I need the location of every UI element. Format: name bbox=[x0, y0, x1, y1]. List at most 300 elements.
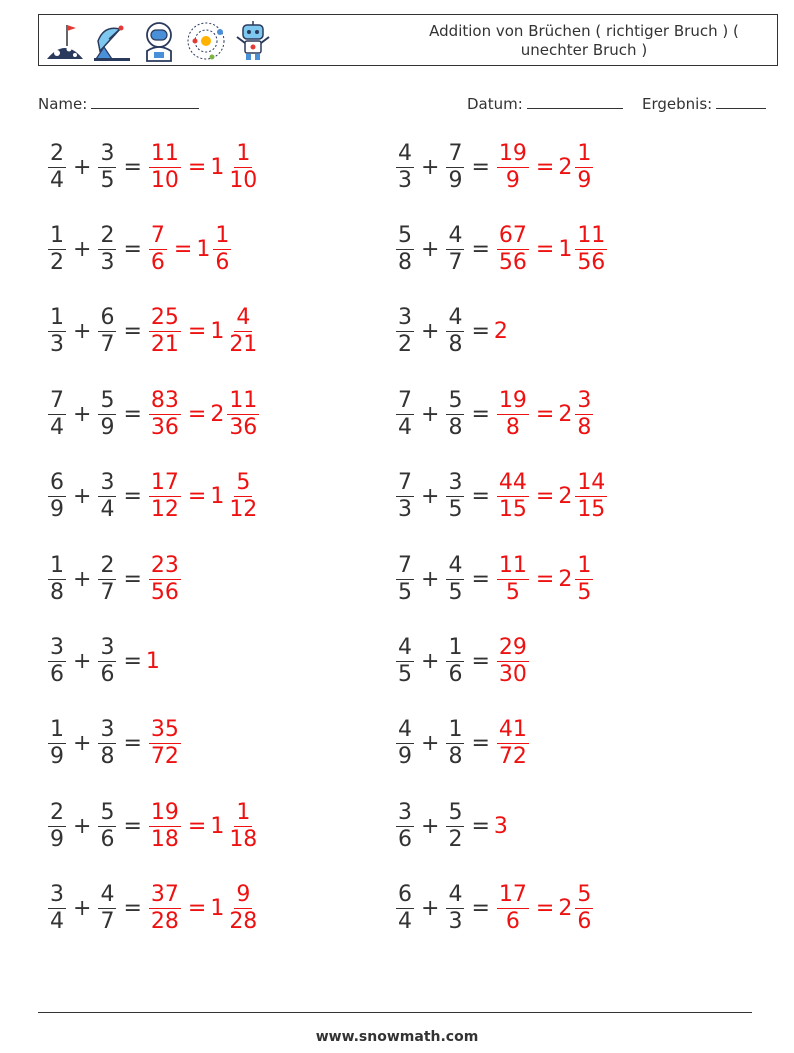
answer-improper-fraction bbox=[149, 717, 181, 770]
addend-2-fraction-denominator: 9 bbox=[448, 167, 463, 193]
plus-sign: + bbox=[73, 154, 92, 180]
name-label: Name: bbox=[38, 95, 88, 113]
problem-item bbox=[393, 713, 532, 775]
addend-1-fraction-denominator: 9 bbox=[398, 744, 412, 770]
addend-2-fraction bbox=[98, 553, 116, 606]
answer bbox=[146, 223, 234, 276]
equals-sign: = bbox=[123, 236, 142, 262]
answer-equals-sign: = bbox=[187, 896, 207, 922]
addend-2-fraction-denominator: 9 bbox=[100, 414, 115, 440]
answer-equals-sign: = bbox=[535, 566, 555, 592]
answer-equals-sign: = bbox=[187, 484, 207, 510]
answer bbox=[494, 388, 596, 441]
answer-mixed-fraction-numerator: 1 bbox=[577, 552, 592, 578]
problem-item bbox=[393, 630, 532, 692]
addend-1-fraction bbox=[48, 800, 66, 853]
addend-2-fraction-denominator: 7 bbox=[100, 579, 115, 605]
answer-equals-sign: = bbox=[187, 154, 207, 180]
addend-1-fraction bbox=[48, 470, 66, 523]
plus-sign: + bbox=[421, 566, 440, 592]
answer-improper-fraction-denominator: 28 bbox=[150, 909, 179, 935]
answer bbox=[146, 470, 262, 523]
answer-mixed-fraction-denominator: 5 bbox=[577, 579, 592, 605]
equals-sign: = bbox=[123, 813, 142, 839]
answer-improper-fraction-denominator: 6 bbox=[505, 909, 520, 935]
problem-item bbox=[45, 218, 234, 280]
answer-improper-fraction bbox=[149, 388, 181, 441]
answer bbox=[146, 649, 160, 674]
answer-mixed-whole: 2 bbox=[210, 401, 225, 427]
problem-item bbox=[393, 548, 596, 610]
answer-improper-fraction-numerator: 83 bbox=[150, 387, 179, 413]
answer-mixed-fraction bbox=[227, 470, 259, 523]
answer-improper-fraction-denominator: 56 bbox=[498, 249, 527, 275]
answer-improper-fraction-denominator: 36 bbox=[150, 414, 179, 440]
equals-sign: = bbox=[471, 566, 490, 592]
answer-mixed-fraction-denominator: 10 bbox=[229, 167, 258, 193]
addend-1-fraction-denominator: 5 bbox=[398, 661, 412, 687]
addend-1-fraction-numerator: 3 bbox=[398, 799, 412, 825]
addend-2-fraction-denominator: 8 bbox=[100, 744, 115, 770]
answer-improper-fraction-denominator: 8 bbox=[505, 414, 520, 440]
addend-2-fraction-denominator: 5 bbox=[448, 497, 463, 523]
answer-mixed-whole: 1 bbox=[210, 896, 225, 922]
answer-mixed-fraction bbox=[227, 388, 259, 441]
addend-2-fraction bbox=[446, 553, 464, 606]
addend-2-fraction-numerator: 5 bbox=[100, 799, 115, 825]
date-label: Datum: bbox=[467, 95, 523, 113]
addend-1-fraction-numerator: 7 bbox=[50, 387, 64, 413]
equals-sign: = bbox=[471, 236, 490, 262]
plus-sign: + bbox=[421, 484, 440, 510]
answer-improper-fraction-denominator: 18 bbox=[150, 826, 179, 852]
answer bbox=[146, 553, 184, 606]
answer-mixed-whole: 1 bbox=[210, 813, 225, 839]
plus-sign: + bbox=[73, 319, 92, 345]
addend-2-fraction bbox=[446, 800, 464, 853]
addend-2-fraction bbox=[98, 635, 116, 688]
equals-sign: = bbox=[123, 154, 142, 180]
answer-improper-fraction-numerator: 17 bbox=[150, 470, 179, 496]
addend-1-fraction-denominator: 5 bbox=[398, 579, 412, 605]
result-label: Ergebnis: bbox=[642, 95, 713, 113]
equals-sign: = bbox=[471, 813, 490, 839]
addend-1-fraction-denominator: 4 bbox=[50, 909, 64, 935]
addend-2-fraction-numerator: 4 bbox=[448, 305, 463, 331]
addend-1-fraction bbox=[396, 635, 414, 688]
answer-equals-sign: = bbox=[535, 236, 555, 262]
equals-sign: = bbox=[471, 896, 490, 922]
addend-1-fraction bbox=[48, 305, 66, 358]
answer-improper-fraction bbox=[497, 470, 529, 523]
answer-mixed-fraction bbox=[227, 800, 259, 853]
addend-1-fraction-denominator: 9 bbox=[50, 497, 64, 523]
answer-improper-fraction-denominator: 5 bbox=[505, 579, 520, 605]
plus-sign: + bbox=[73, 236, 92, 262]
answer-improper-fraction-numerator: 25 bbox=[150, 305, 179, 331]
addend-2-fraction-denominator: 6 bbox=[448, 661, 463, 687]
addend-2-fraction-denominator: 8 bbox=[448, 332, 463, 358]
answer-mixed-fraction-denominator: 18 bbox=[229, 826, 258, 852]
answer bbox=[146, 141, 262, 194]
addend-1-fraction-denominator: 4 bbox=[50, 414, 64, 440]
answer-mixed-fraction bbox=[227, 141, 259, 194]
answer-improper-fraction-denominator: 15 bbox=[498, 497, 527, 523]
answer-mixed-fraction-numerator: 9 bbox=[236, 882, 251, 908]
addend-1-fraction-numerator: 4 bbox=[398, 717, 412, 743]
addend-2-fraction bbox=[446, 305, 464, 358]
answer bbox=[494, 553, 596, 606]
answer-improper-fraction-denominator: 12 bbox=[150, 497, 179, 523]
equals-sign: = bbox=[123, 648, 142, 674]
plus-sign: + bbox=[73, 648, 92, 674]
answer-mixed-fraction-denominator: 36 bbox=[229, 414, 258, 440]
answer-improper-fraction bbox=[497, 388, 529, 441]
answer-improper-fraction bbox=[497, 635, 529, 688]
addend-1-fraction-numerator: 5 bbox=[398, 222, 412, 248]
addend-1-fraction-numerator: 6 bbox=[398, 882, 412, 908]
answer-improper-fraction-denominator: 10 bbox=[150, 167, 179, 193]
problem-item bbox=[45, 795, 262, 857]
problem-item bbox=[393, 795, 508, 857]
answer-improper-fraction-denominator: 9 bbox=[505, 167, 520, 193]
addend-1-fraction-numerator: 3 bbox=[50, 882, 64, 908]
addend-1-fraction-numerator: 6 bbox=[50, 470, 64, 496]
problem-item bbox=[45, 878, 262, 940]
answer-mixed-fraction-denominator: 15 bbox=[577, 497, 606, 523]
problem-item bbox=[45, 630, 160, 692]
addend-1-fraction-denominator: 2 bbox=[50, 249, 64, 275]
answer bbox=[146, 388, 262, 441]
answer-improper-fraction-numerator: 7 bbox=[150, 222, 165, 248]
addend-2-fraction-numerator: 4 bbox=[448, 882, 463, 908]
answer-mixed-fraction bbox=[227, 305, 259, 358]
problem-item bbox=[45, 301, 262, 363]
addend-1-fraction bbox=[48, 223, 66, 276]
problem-item bbox=[45, 713, 184, 775]
addend-1-fraction-numerator: 4 bbox=[398, 634, 412, 660]
plus-sign: + bbox=[73, 813, 92, 839]
answer-mixed-whole: 1 bbox=[210, 154, 225, 180]
addend-1-fraction bbox=[396, 305, 414, 358]
answer-mixed-fraction bbox=[575, 223, 607, 276]
addend-2-fraction-numerator: 3 bbox=[100, 470, 115, 496]
answer-mixed-fraction-numerator: 1 bbox=[215, 222, 230, 248]
answer bbox=[494, 470, 610, 523]
addend-2-fraction-denominator: 6 bbox=[100, 826, 115, 852]
equals-sign: = bbox=[123, 896, 142, 922]
equals-sign: = bbox=[123, 731, 142, 757]
addend-1-fraction-numerator: 7 bbox=[398, 387, 412, 413]
addend-2-fraction-numerator: 5 bbox=[448, 799, 463, 825]
answer-mixed-fraction-numerator: 11 bbox=[577, 222, 606, 248]
answer-improper-fraction-numerator: 19 bbox=[498, 140, 527, 166]
addend-1-fraction bbox=[396, 882, 414, 935]
answer-mixed-whole: 1 bbox=[210, 319, 225, 345]
answer-mixed-fraction-denominator: 21 bbox=[229, 332, 258, 358]
addend-2-fraction-numerator: 2 bbox=[100, 552, 115, 578]
answer bbox=[494, 635, 532, 688]
addend-1-fraction bbox=[396, 223, 414, 276]
answer-improper-fraction bbox=[149, 800, 181, 853]
addend-2-fraction bbox=[446, 223, 464, 276]
addend-2-fraction-numerator: 7 bbox=[448, 140, 463, 166]
answer-improper-fraction bbox=[149, 223, 167, 276]
answer-mixed-fraction bbox=[575, 388, 593, 441]
equals-sign: = bbox=[471, 731, 490, 757]
equals-sign: = bbox=[471, 401, 490, 427]
answer-mixed-fraction-denominator: 6 bbox=[577, 909, 592, 935]
answer-improper-fraction bbox=[497, 553, 529, 606]
answer-improper-fraction-numerator: 29 bbox=[498, 634, 527, 660]
answer-improper-fraction-denominator: 21 bbox=[150, 332, 179, 358]
answer-mixed-fraction bbox=[575, 470, 607, 523]
answer-mixed-fraction bbox=[575, 141, 593, 194]
problem-item bbox=[393, 218, 610, 280]
answer-improper-fraction-denominator: 72 bbox=[150, 744, 179, 770]
worksheet-title: Addition von Brüchen ( richtiger Bruch ) ( unechter Bruch ) bbox=[429, 22, 739, 59]
answer-mixed-whole: 2 bbox=[558, 896, 573, 922]
answer-mixed-fraction-denominator: 28 bbox=[229, 909, 258, 935]
answer-improper-fraction bbox=[149, 882, 181, 935]
addend-2-fraction-denominator: 7 bbox=[100, 909, 115, 935]
answer-mixed-whole: 1 bbox=[196, 236, 211, 262]
addend-2-fraction-numerator: 2 bbox=[100, 222, 115, 248]
answer-mixed-fraction-denominator: 9 bbox=[577, 167, 592, 193]
answer-improper-fraction bbox=[497, 223, 529, 276]
answer bbox=[494, 223, 610, 276]
addend-1-fraction-numerator: 2 bbox=[50, 799, 64, 825]
addend-1-fraction-denominator: 8 bbox=[398, 249, 412, 275]
addend-2-fraction-denominator: 5 bbox=[448, 579, 463, 605]
addend-1-fraction-denominator: 4 bbox=[398, 414, 412, 440]
addend-2-fraction-numerator: 3 bbox=[100, 140, 115, 166]
answer-mixed-fraction-numerator: 3 bbox=[577, 387, 592, 413]
problem-item bbox=[393, 301, 508, 363]
answer bbox=[146, 882, 262, 935]
answer-mixed-fraction-denominator: 6 bbox=[215, 249, 230, 275]
addend-2-fraction-denominator: 8 bbox=[448, 744, 463, 770]
answer bbox=[146, 717, 184, 770]
answer-mixed-whole: 2 bbox=[558, 401, 573, 427]
answer-improper-fraction bbox=[497, 717, 529, 770]
addend-1-fraction-numerator: 1 bbox=[50, 552, 64, 578]
addend-2-fraction bbox=[446, 141, 464, 194]
addend-1-fraction-denominator: 4 bbox=[50, 167, 64, 193]
answer-mixed-fraction-denominator: 12 bbox=[229, 497, 258, 523]
addend-2-fraction bbox=[98, 305, 116, 358]
problem-item bbox=[393, 878, 596, 940]
problem-item bbox=[393, 466, 610, 528]
addend-2-fraction bbox=[446, 470, 464, 523]
answer-equals-sign: = bbox=[187, 813, 207, 839]
plus-sign: + bbox=[421, 731, 440, 757]
answer-mixed-fraction-numerator: 5 bbox=[577, 882, 592, 908]
answer-mixed-whole: 1 bbox=[210, 484, 225, 510]
answer-integer: 1 bbox=[145, 648, 160, 674]
plus-sign: + bbox=[73, 401, 92, 427]
footer-divider bbox=[38, 1012, 752, 1013]
addend-2-fraction-numerator: 4 bbox=[100, 882, 115, 908]
plus-sign: + bbox=[421, 319, 440, 345]
equals-sign: = bbox=[471, 484, 490, 510]
addend-1-fraction-numerator: 3 bbox=[398, 305, 412, 331]
addend-1-fraction bbox=[396, 388, 414, 441]
addend-2-fraction-denominator: 4 bbox=[100, 497, 115, 523]
answer-equals-sign: = bbox=[187, 401, 207, 427]
addend-1-fraction-denominator: 2 bbox=[398, 332, 412, 358]
equals-sign: = bbox=[123, 319, 142, 345]
answer bbox=[494, 319, 508, 344]
answer-integer: 2 bbox=[493, 319, 508, 345]
addend-1-fraction bbox=[396, 470, 414, 523]
equals-sign: = bbox=[471, 319, 490, 345]
answer bbox=[146, 305, 262, 358]
answer-equals-sign: = bbox=[535, 154, 555, 180]
problem-item bbox=[45, 466, 262, 528]
problem-item bbox=[393, 136, 596, 198]
addend-2-fraction-denominator: 8 bbox=[448, 414, 463, 440]
addend-1-fraction bbox=[48, 717, 66, 770]
answer-improper-fraction bbox=[149, 141, 181, 194]
answer-improper-fraction-denominator: 56 bbox=[150, 579, 179, 605]
answer-improper-fraction-numerator: 37 bbox=[150, 882, 179, 908]
answer-mixed-fraction-denominator: 8 bbox=[577, 414, 592, 440]
addend-2-fraction bbox=[98, 882, 116, 935]
plus-sign: + bbox=[73, 566, 92, 592]
addend-1-fraction bbox=[48, 141, 66, 194]
equals-sign: = bbox=[123, 484, 142, 510]
equals-sign: = bbox=[123, 401, 142, 427]
plus-sign: + bbox=[73, 896, 92, 922]
equals-sign: = bbox=[471, 154, 490, 180]
footer-url: www.snowmath.com bbox=[315, 1029, 479, 1045]
answer-equals-sign: = bbox=[535, 896, 555, 922]
addend-2-fraction bbox=[98, 141, 116, 194]
addend-2-fraction bbox=[446, 717, 464, 770]
problem-item bbox=[393, 383, 596, 445]
answer-mixed-fraction-denominator: 56 bbox=[577, 249, 606, 275]
addend-1-fraction-denominator: 3 bbox=[398, 497, 412, 523]
answer-improper-fraction-denominator: 30 bbox=[498, 661, 527, 687]
answer-improper-fraction-numerator: 17 bbox=[498, 882, 527, 908]
addend-2-fraction bbox=[446, 635, 464, 688]
addend-2-fraction-numerator: 4 bbox=[448, 552, 463, 578]
addend-1-fraction-numerator: 7 bbox=[398, 552, 412, 578]
answer-mixed-whole: 2 bbox=[558, 566, 573, 592]
answer-improper-fraction-denominator: 72 bbox=[498, 744, 527, 770]
answer bbox=[494, 141, 596, 194]
answer-mixed-fraction bbox=[227, 882, 259, 935]
answer-mixed-fraction bbox=[575, 882, 593, 935]
addend-2-fraction-denominator: 7 bbox=[448, 249, 463, 275]
answer-mixed-whole: 1 bbox=[558, 236, 573, 262]
addend-2-fraction bbox=[446, 388, 464, 441]
addend-2-fraction bbox=[98, 717, 116, 770]
answer-improper-fraction-numerator: 41 bbox=[498, 717, 527, 743]
plus-sign: + bbox=[421, 648, 440, 674]
answer-improper-fraction bbox=[497, 882, 529, 935]
addend-2-fraction-numerator: 3 bbox=[448, 470, 463, 496]
addend-1-fraction bbox=[48, 388, 66, 441]
answer-integer: 3 bbox=[493, 813, 508, 839]
answer-improper-fraction-numerator: 11 bbox=[150, 140, 179, 166]
addend-2-fraction bbox=[98, 800, 116, 853]
answer-equals-sign: = bbox=[187, 319, 207, 345]
addend-1-fraction bbox=[48, 882, 66, 935]
equals-sign: = bbox=[471, 648, 490, 674]
problem-item bbox=[45, 383, 262, 445]
addend-1-fraction-denominator: 6 bbox=[50, 661, 64, 687]
answer-improper-fraction-numerator: 19 bbox=[498, 387, 527, 413]
addend-2-fraction-numerator: 1 bbox=[448, 717, 463, 743]
answer bbox=[494, 814, 508, 839]
addend-1-fraction-denominator: 4 bbox=[398, 909, 412, 935]
answer-mixed-fraction-numerator: 11 bbox=[229, 387, 258, 413]
answer-improper-fraction bbox=[149, 470, 181, 523]
addend-1-fraction bbox=[396, 553, 414, 606]
answer-mixed-whole: 2 bbox=[558, 484, 573, 510]
addend-1-fraction-numerator: 1 bbox=[50, 222, 64, 248]
answer-improper-fraction bbox=[497, 141, 529, 194]
answer-equals-sign: = bbox=[535, 401, 555, 427]
answer-improper-fraction bbox=[149, 553, 181, 606]
addend-1-fraction bbox=[396, 717, 414, 770]
answer-improper-fraction-numerator: 11 bbox=[498, 552, 527, 578]
addend-2-fraction-denominator: 2 bbox=[448, 826, 463, 852]
addend-1-fraction bbox=[48, 635, 66, 688]
addend-1-fraction-denominator: 9 bbox=[50, 826, 64, 852]
addend-2-fraction-denominator: 3 bbox=[448, 909, 463, 935]
addend-1-fraction bbox=[396, 141, 414, 194]
addend-1-fraction-denominator: 3 bbox=[398, 167, 412, 193]
plus-sign: + bbox=[421, 401, 440, 427]
answer-improper-fraction bbox=[149, 305, 181, 358]
problem-item bbox=[45, 548, 184, 610]
answer-improper-fraction-numerator: 67 bbox=[498, 222, 527, 248]
plus-sign: + bbox=[73, 731, 92, 757]
addend-1-fraction-numerator: 3 bbox=[50, 634, 64, 660]
answer bbox=[494, 717, 532, 770]
addend-2-fraction bbox=[98, 223, 116, 276]
addend-1-fraction-denominator: 6 bbox=[398, 826, 412, 852]
answer-mixed-whole: 2 bbox=[558, 154, 573, 180]
addend-1-fraction-denominator: 9 bbox=[50, 744, 64, 770]
answer-improper-fraction-numerator: 19 bbox=[150, 799, 179, 825]
equals-sign: = bbox=[123, 566, 142, 592]
addend-2-fraction-denominator: 6 bbox=[100, 661, 115, 687]
answer-improper-fraction-numerator: 23 bbox=[150, 552, 179, 578]
plus-sign: + bbox=[421, 154, 440, 180]
answer-improper-fraction-numerator: 44 bbox=[498, 470, 527, 496]
answer-equals-sign: = bbox=[535, 484, 555, 510]
answer bbox=[146, 800, 262, 853]
plus-sign: + bbox=[421, 236, 440, 262]
addend-2-fraction-numerator: 4 bbox=[448, 222, 463, 248]
answer-mixed-fraction-numerator: 14 bbox=[577, 470, 606, 496]
addend-2-fraction-numerator: 5 bbox=[100, 387, 115, 413]
addend-1-fraction bbox=[48, 553, 66, 606]
addend-1-fraction-denominator: 8 bbox=[50, 579, 64, 605]
addend-2-fraction bbox=[446, 882, 464, 935]
plus-sign: + bbox=[73, 484, 92, 510]
addend-2-fraction-numerator: 3 bbox=[100, 634, 115, 660]
answer-mixed-fraction bbox=[575, 553, 593, 606]
answer-mixed-fraction-numerator: 1 bbox=[577, 140, 592, 166]
addend-2-fraction-denominator: 5 bbox=[100, 167, 115, 193]
answer-mixed-fraction bbox=[213, 223, 231, 276]
answer bbox=[494, 882, 596, 935]
